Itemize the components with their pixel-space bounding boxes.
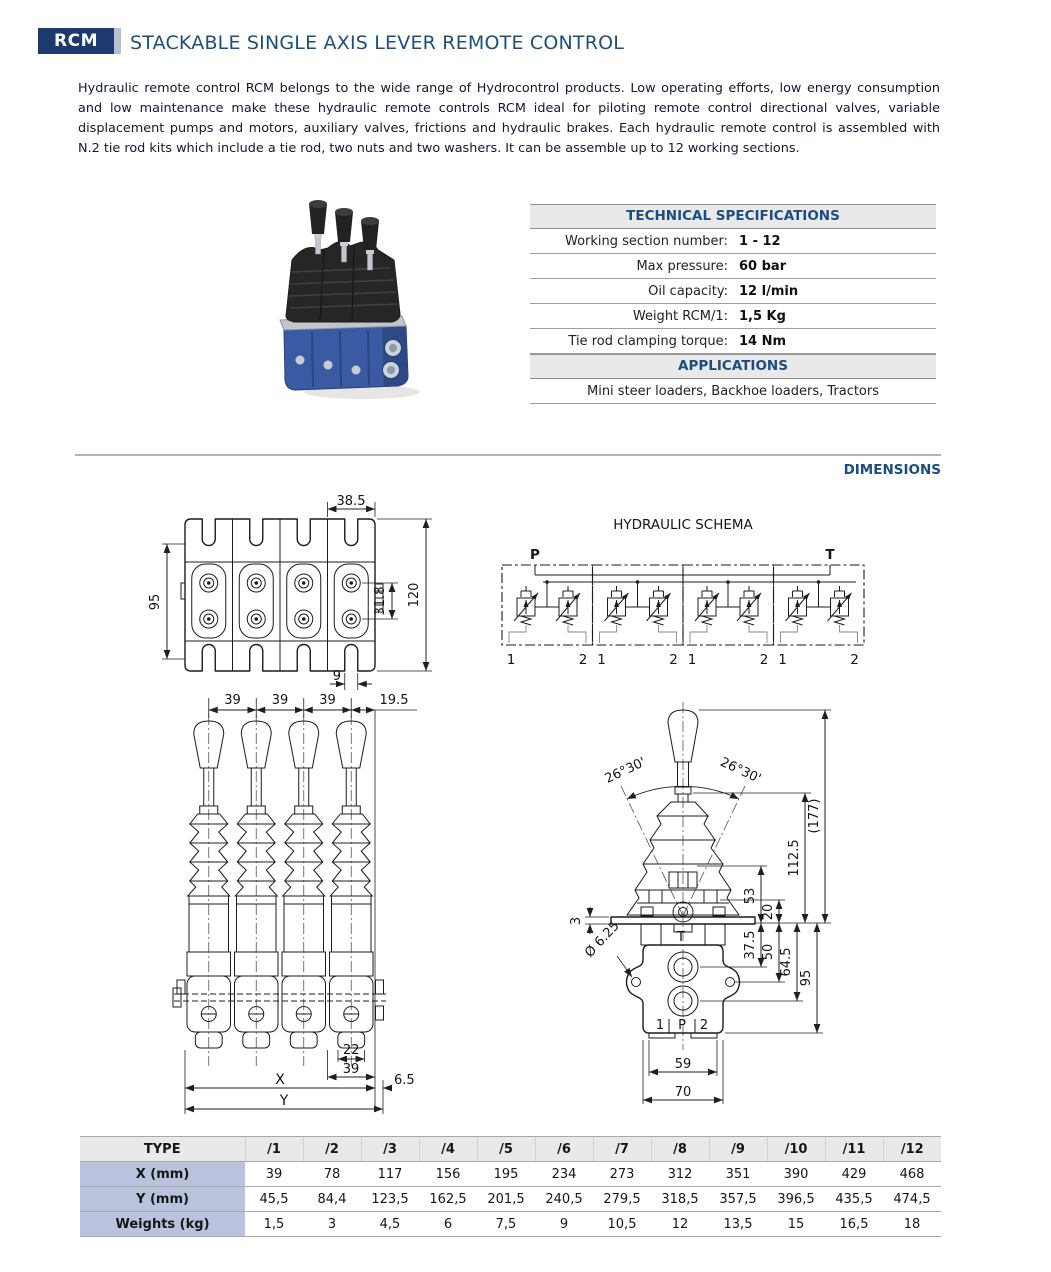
spec-row <box>530 304 936 329</box>
col-header: /4 <box>419 1137 477 1162</box>
spec-title: TECHNICAL SPECIFICATIONS <box>530 204 936 229</box>
dim-39-pitch: 39 <box>271 693 289 708</box>
dim-39-pitch: 39 <box>224 693 241 708</box>
technical-specifications <box>530 204 936 404</box>
schema-title: HYDRAULIC SCHEMA <box>613 517 753 533</box>
page-title: STACKABLE SINGLE AXIS LEVER REMOTE CONTROL <box>130 32 625 54</box>
cell: 10,5 <box>593 1212 651 1237</box>
col-header: /9 <box>709 1137 767 1162</box>
cell: 234 <box>535 1162 593 1187</box>
col-header: /11 <box>825 1137 883 1162</box>
cell: 390 <box>767 1162 825 1187</box>
col-header: /1 <box>245 1137 303 1162</box>
spec-value: 12 l/min <box>739 283 799 299</box>
cell: 45,5 <box>245 1187 303 1212</box>
spec-row <box>530 329 936 354</box>
cell: 474,5 <box>883 1187 941 1212</box>
schema-label-p: P <box>530 547 540 563</box>
spec-label: Working section number: <box>565 233 728 249</box>
col-header: /6 <box>535 1137 593 1162</box>
cell: 468 <box>883 1162 941 1187</box>
spec-row <box>530 279 936 304</box>
col-header: /12 <box>883 1137 941 1162</box>
cell: 396,5 <box>767 1187 825 1212</box>
col-header: /5 <box>477 1137 535 1162</box>
dim-y: Y <box>279 1093 289 1109</box>
row-label: X (mm) <box>80 1162 245 1187</box>
port-label-2: 2 <box>699 1018 709 1033</box>
dim-177: (177) <box>807 798 822 834</box>
cell: 16,5 <box>825 1212 883 1237</box>
spec-value: 60 bar <box>739 258 787 274</box>
cell: 12 <box>651 1212 709 1237</box>
spec-label: Oil capacity: <box>648 283 728 299</box>
port-label-1: 1 <box>655 1018 665 1033</box>
product-description: Hydraulic remote control RCM belongs to the wide range of Hydrocontrol products. Low operating efforts, low energy consumption and low maintenance make these hydraulic remote controls RCM ideal for piloting remote control directional valves, variable displacement pumps and motors, auxiliary valves, frictions and hydraulic brakes. Each hydraulic remote control is assembled with N.2 tie rod kits which include a tie rod, two nuts and two washers. It can be assemble up to 12 working sections. <box>78 81 940 156</box>
cell: 9 <box>535 1212 593 1237</box>
cell: 312 <box>651 1162 709 1187</box>
dim-hole-dia: Ø 6.25 <box>582 918 623 961</box>
cell: 84,4 <box>303 1187 361 1212</box>
cell: 279,5 <box>593 1187 651 1212</box>
cell: 117 <box>361 1162 419 1187</box>
spec-label: Max pressure: <box>636 258 728 274</box>
cell: 3 <box>303 1212 361 1237</box>
dim-19-5: 19.5 <box>379 693 409 708</box>
dim-38-5: 38.5 <box>336 494 366 509</box>
dimensions-section-label: DIMENSIONS <box>843 462 941 478</box>
dim-50: 50 <box>761 943 776 961</box>
dim-3: 3 <box>569 916 584 926</box>
type-dimension-table <box>80 1136 941 1237</box>
cell: 240,5 <box>535 1187 593 1212</box>
spec-value: 1,5 Kg <box>739 308 786 324</box>
port-label-p: P <box>678 1018 686 1033</box>
cell: 1,5 <box>245 1212 303 1237</box>
dim-20: 20 <box>761 903 776 921</box>
spec-row <box>530 229 936 254</box>
cell: 201,5 <box>477 1187 535 1212</box>
applications-row <box>530 379 936 404</box>
col-header: /3 <box>361 1137 419 1162</box>
cell: 39 <box>245 1162 303 1187</box>
cell: 6 <box>419 1212 477 1237</box>
cell: 156 <box>419 1162 477 1187</box>
table-row-weights <box>80 1212 941 1237</box>
dim-53: 53 <box>743 887 758 905</box>
dim-6-5: 6.5 <box>394 1073 415 1088</box>
table-row-x <box>80 1162 941 1187</box>
spec-label: Weight RCM/1: <box>632 308 728 324</box>
col-header: /8 <box>651 1137 709 1162</box>
cell: 7,5 <box>477 1212 535 1237</box>
table-row-y <box>80 1187 941 1212</box>
cell: 435,5 <box>825 1187 883 1212</box>
cell: 13,5 <box>709 1212 767 1237</box>
col-header: /10 <box>767 1137 825 1162</box>
dim-112-5: 112.5 <box>787 839 802 877</box>
dim-120: 120 <box>407 582 422 608</box>
cell: 273 <box>593 1162 651 1187</box>
spec-label: Tie rod clamping torque: <box>568 333 728 349</box>
badge-separator <box>114 28 121 54</box>
col-header: TYPE <box>80 1137 245 1162</box>
top-view-drawing <box>140 494 475 699</box>
cell: 4,5 <box>361 1212 419 1237</box>
cell: 15 <box>767 1212 825 1237</box>
spec-value: 1 - 12 <box>739 233 781 249</box>
dim-22: 22 <box>343 1043 360 1058</box>
spec-value: 14 Nm <box>739 333 787 349</box>
cell: 78 <box>303 1162 361 1187</box>
dim-37-5: 37.5 <box>743 930 758 960</box>
dim-angle-left: 26°30' <box>602 754 649 787</box>
row-label: Weights (kg) <box>80 1212 245 1237</box>
section-divider <box>75 454 941 456</box>
table-header-row <box>80 1137 941 1162</box>
dim-95-lever: 95 <box>799 969 814 987</box>
cell: 195 <box>477 1162 535 1187</box>
dim-31-8: 31.8 <box>373 586 388 616</box>
col-header: /7 <box>593 1137 651 1162</box>
front-view-drawing <box>130 688 475 1120</box>
cell: 162,5 <box>419 1187 477 1212</box>
dim-angle-right: 26°30' <box>717 754 764 787</box>
cell: 357,5 <box>709 1187 767 1212</box>
lever-section-drawing <box>565 688 875 1120</box>
product-photo <box>232 188 437 403</box>
hydraulic-schema: 1 2 HYDRAULIC SCHEMA P T <box>488 512 888 677</box>
dim-64-5: 64.5 <box>779 947 794 977</box>
applications-value: Mini steer loaders, Backhoe loaders, Tractors <box>586 383 880 399</box>
dim-39-pitch: 39 <box>319 693 336 708</box>
dim-39-last: 39 <box>342 1062 360 1077</box>
dim-9: 9 <box>332 669 341 684</box>
port-label-t: T <box>677 930 685 945</box>
dim-95: 95 <box>148 593 163 611</box>
spec-row <box>530 254 936 279</box>
cell: 429 <box>825 1162 883 1187</box>
col-header: /2 <box>303 1137 361 1162</box>
cell: 123,5 <box>361 1187 419 1212</box>
applications-title: APPLICATIONS <box>530 354 936 379</box>
dim-59: 59 <box>674 1057 692 1072</box>
product-code-badge: RCM <box>38 28 114 54</box>
dim-70: 70 <box>674 1085 692 1100</box>
dim-x: X <box>275 1072 285 1088</box>
cell: 18 <box>883 1212 941 1237</box>
schema-label-t: T <box>825 547 835 563</box>
cell: 318,5 <box>651 1187 709 1212</box>
cell: 351 <box>709 1162 767 1187</box>
row-label: Y (mm) <box>80 1187 245 1212</box>
